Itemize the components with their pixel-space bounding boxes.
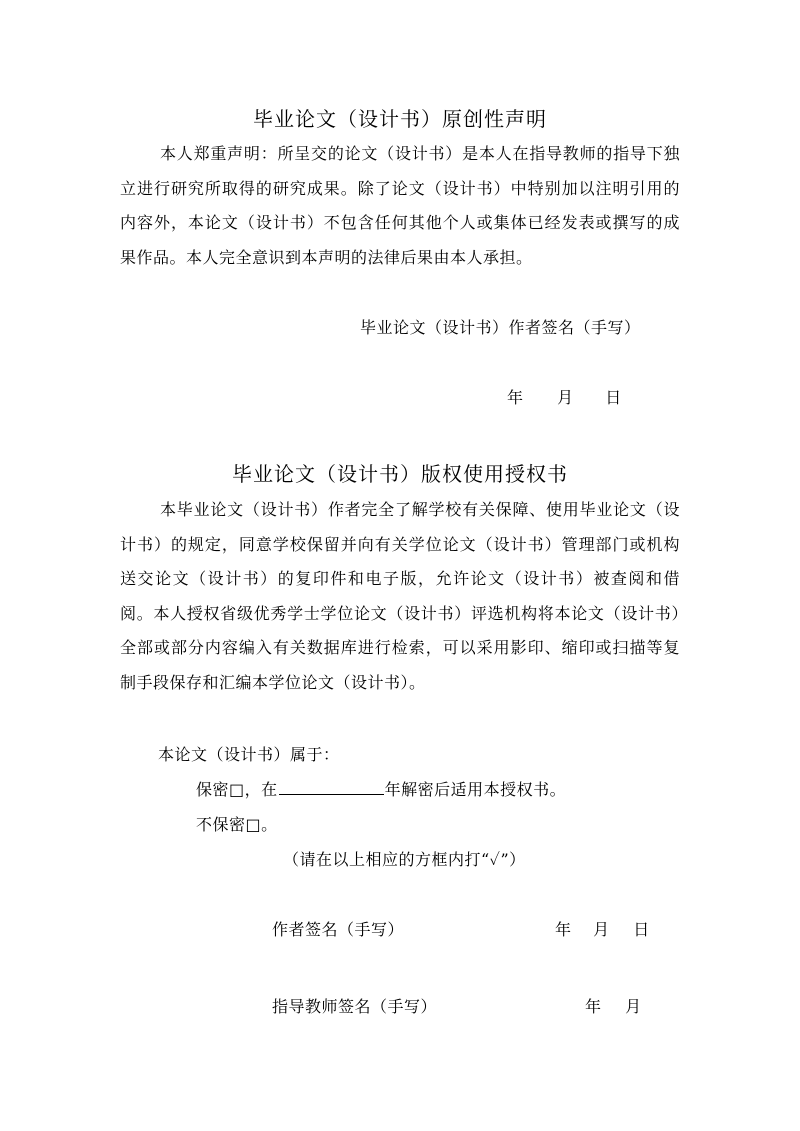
confidential-suffix: 年解密后适用本授权书。 [384, 780, 567, 799]
authorization-title: 毕业论文（设计书）版权使用授权书 [232, 462, 568, 486]
not-confidential-option: 不保密□。 [196, 815, 278, 834]
confidential-prefix: 保密□，在 [196, 780, 278, 799]
belongs-label: 本论文（设计书）属于： [158, 745, 340, 764]
year-blank [279, 777, 384, 795]
advisor-date-year: 年 [585, 997, 602, 1016]
declaration-date [507, 385, 622, 408]
date-year: 年 [507, 388, 524, 407]
date-day: 日 [605, 388, 622, 407]
advisor-date-month: 月 [625, 997, 642, 1016]
date-month: 月 [557, 388, 574, 407]
author-date-month: 月 [593, 920, 610, 939]
author-date [555, 917, 650, 940]
instruction-text: （请在以上相应的方框内打“✓”） [283, 850, 526, 869]
declaration-signature-label: 毕业论文（设计书）作者签名（手写） [360, 318, 641, 337]
advisor-date [585, 994, 642, 1017]
confidential-option [196, 777, 566, 800]
author-date-day: 日 [633, 920, 650, 939]
declaration-title: 毕业论文（设计书）原创性声明 [253, 107, 547, 131]
author-date-year: 年 [555, 920, 572, 939]
author-signature-label: 作者签名（手写） [272, 920, 405, 939]
authorization-body: 本毕业论文（设计书）作者完全了解学校有关保障、使用毕业论文（设计书）的规定，同意学校保留并向有关学位论文（设计书）管理部门或机构送交论文（设计书）的复印件和电子版，允许论文（设计书）被查阅和借阅。本人授权省级优秀学士学位论文（设计书）评选机构将本论文（设计书）全部或部分内容编入有关数据库进行检索，可以采用影印、缩印或扫描等复制手段保存和汇编本学位论文（设计书）。 [120, 500, 680, 692]
declaration-body: 本人郑重声明：所呈交的论文（设计书）是本人在指导教师的指导下独立进行研究所取得的研究成果。除了论文（设计书）中特别加以注明引用的内容外，本论文（设计书）不包含任何其他个人或集体已经发表或撰写的成果作品。本人完全意识到本声明的法律后果由本人承担。 [120, 144, 680, 267]
advisor-signature-label: 指导教师签名（手写） [272, 997, 438, 1016]
